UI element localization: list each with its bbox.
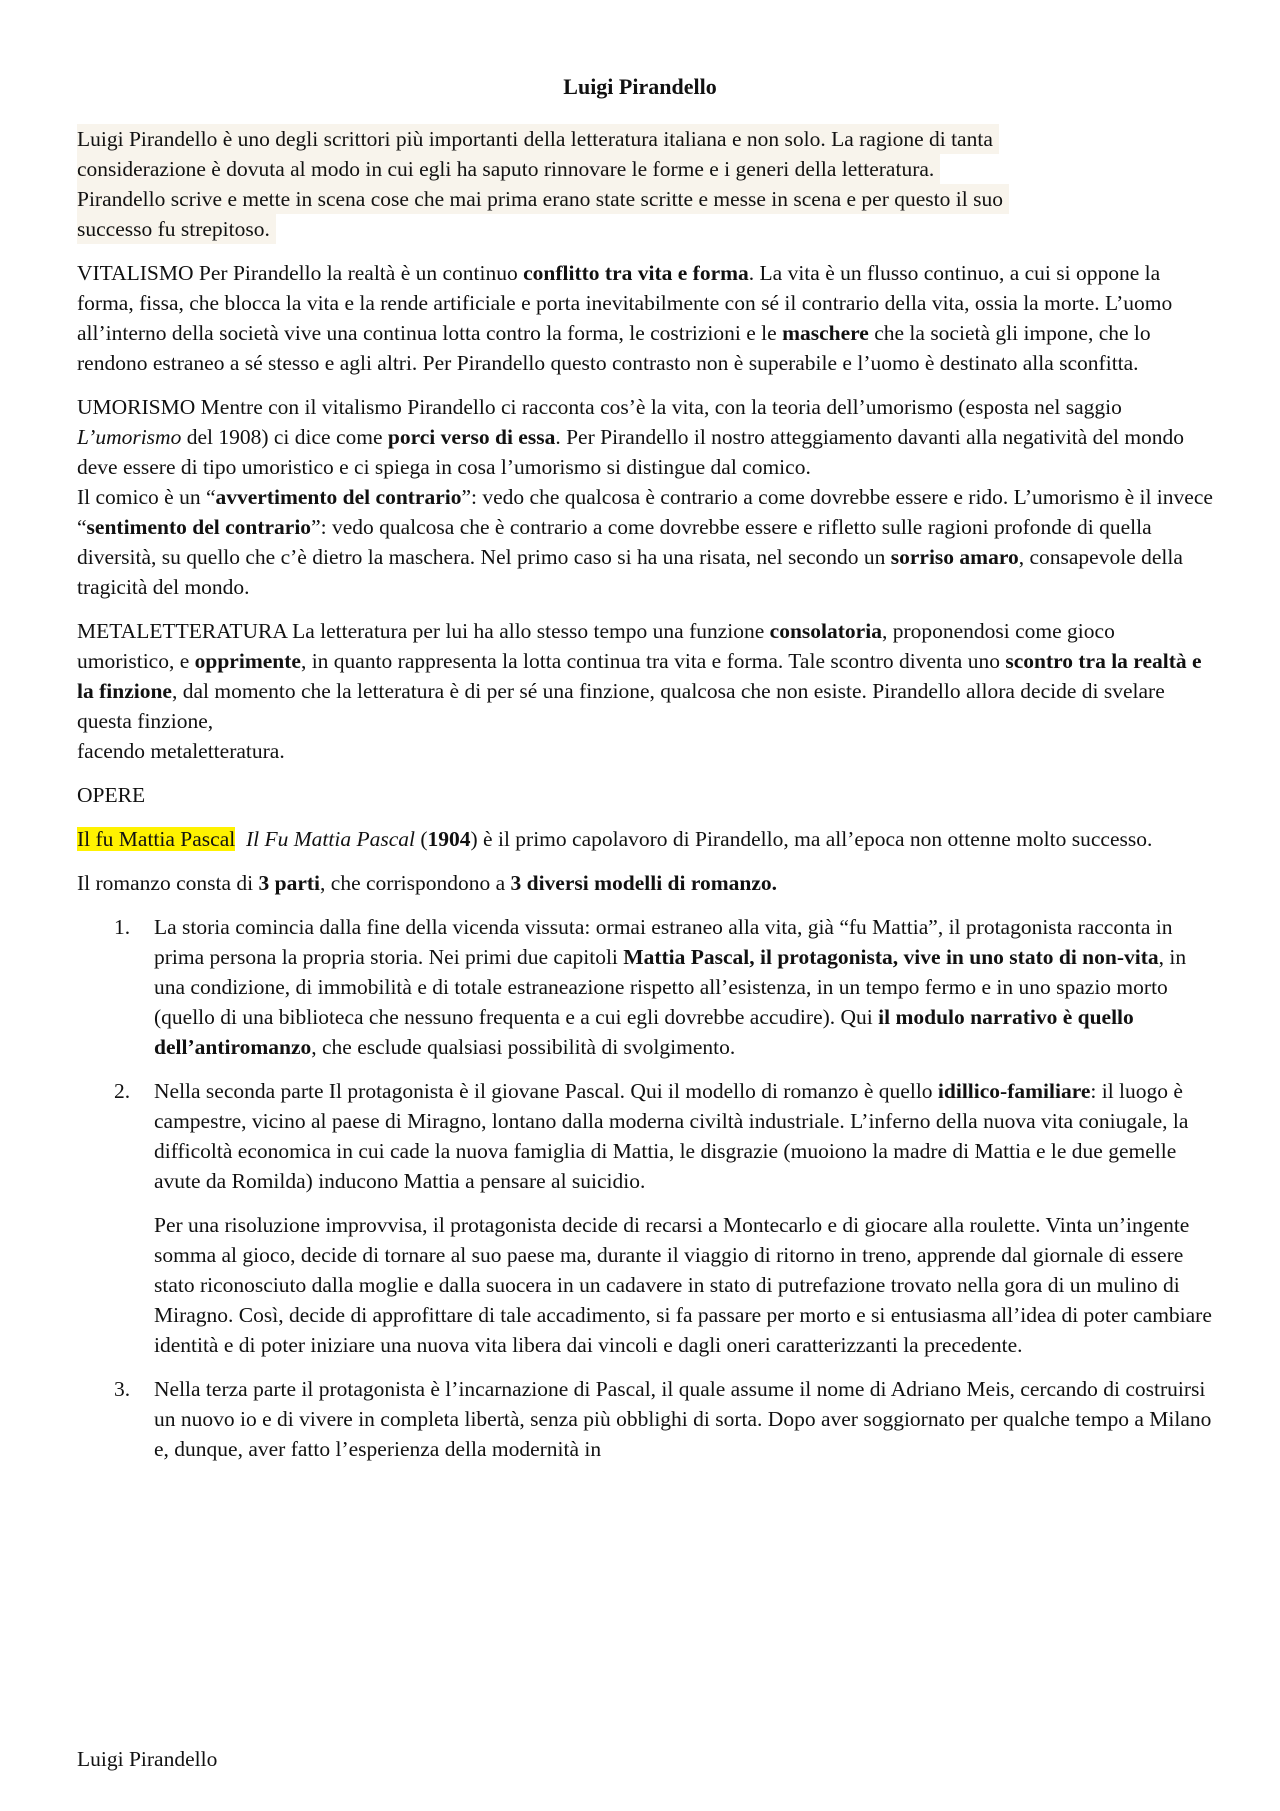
text-span: Nella terza parte il protagonista è l’incarnazione di Pascal, il quale assume il nome di Adriano Meis, cercando di costruirsi un nuovo io e di vivere in completa libertà, senza più obblighi di sorta. Dopo aver soggiornato per qualche tempo a Milano e, dunque, aver fatto l’esperienza della modernità in [154, 1377, 1212, 1461]
bold-span: sorriso amaro [890, 545, 1019, 569]
text-span: La letteratura per lui ha allo stesso tempo una funzione [286, 619, 770, 643]
list-item [77, 1076, 1217, 1360]
intro-line: successo fu strepitoso. [77, 214, 276, 244]
intro-paragraph [77, 124, 1217, 244]
text-span: . La vita è un flusso continuo, a cui si oppone la forma, fissa, che blocca la vita e la rende artificiale e porta inevitabilmente con sé il contrario della vita, ossia la morte. L’uomo all’interno della società vive una continua lotta contro la forma, le costrizioni e le [77, 261, 1173, 345]
metaletteratura-heading: METALETTERATURA [77, 619, 287, 643]
bold-span: conflitto tra vita e forma [523, 261, 749, 285]
intro-line: Luigi Pirandello è uno degli scrittori più importanti della letteratura italiana e non solo. La ragione di tanta [77, 124, 999, 154]
text-span: Nella seconda parte Il protagonista è il giovane Pascal. Qui il modello di romanzo è quello [154, 1079, 938, 1103]
text-span: : il luogo è campestre, vicino al paese di Miragno, lontano dalla moderna civiltà industriale. L’inferno della nuova vita coniugale, la difficoltà economica in cui cade la nuova famiglia di Mattia, le disgrazie (muoiono la madre di Mattia e le due gemelle avute da Romilda) inducono Mattia a pensare al suicidio. [154, 1079, 1189, 1193]
page-title: Luigi Pirandello [563, 74, 717, 99]
bold-span: maschere [782, 321, 869, 345]
text-span: , consapevole della tragicità del mondo. [77, 545, 1183, 599]
list-number: 3. [114, 1377, 131, 1401]
text-span: ”: vedo che qualcosa è contrario a come dovrebbe essere e rido. L’umorismo è il invece “ [77, 485, 1213, 539]
umorismo-heading: UMORISMO [77, 395, 196, 419]
text-span: facendo metaletteratura. [77, 739, 285, 763]
romanzo-paragraph [77, 868, 1217, 898]
italic-span: Il Fu Mattia Pascal [245, 827, 415, 851]
text-span: , che corrispondono a [320, 871, 511, 895]
bold-span: Mattia Pascal, il protagonista, vive in uno stato di non-vita [623, 945, 1159, 969]
list-number: 1. [114, 915, 131, 939]
bold-span: 3 parti [258, 871, 321, 895]
italic-span: L’umorismo [77, 425, 182, 449]
text-span: Per Pirandello la realtà è un continuo [193, 261, 524, 285]
bold-span: opprimente [194, 649, 301, 673]
text-span: , in una condizione, di immobilità e di totale estraneazione rispetto all’esistenza, in un tempo fermo e in uno spazio morto (quello di una biblioteca che nessuno frequenta e a cui egli dovrebbe accudire). Qui [154, 945, 1187, 1029]
vitalismo-heading: VITALISMO [77, 261, 194, 285]
document-body [77, 124, 1217, 1478]
bold-span: il modulo narrativo è quello dell’antiromanzo [154, 1005, 1134, 1059]
page-footer: Luigi Pirandello [77, 1747, 218, 1771]
text-span: ”: vedo qualcosa che è contrario a come dovrebbe essere e rifletto sulle ragioni profonde di quella diversità, su quello che c’è dietro la maschera. Nel primo caso si ha una risata, nel secondo un [77, 515, 1152, 569]
text-span: , in quanto rappresenta la lotta continua tra vita e forma. Tale scontro diventa uno [300, 649, 1006, 673]
text-span: Il romanzo consta di [77, 871, 259, 895]
parts-list [77, 912, 1217, 1464]
bold-span: avvertimento del contrario [215, 485, 462, 509]
text-span: ) è il primo capolavoro di Pirandello, ma all’epoca non ottenne molto successo. [470, 827, 1153, 851]
text-span: che la società gli impone, che lo rendono estraneo a sé stesso e agli altri. Per Pirandello questo contrasto non è superabile e l’uomo è destinato alla sconfitta. [77, 321, 1151, 375]
text-span: La storia comincia dalla fine della vicenda vissuta: ormai estraneo alla vita, già “fu Mattia”, il protagonista racconta in prima persona la propria storia. Nei primi due capitoli [154, 915, 1173, 969]
intro-line: considerazione è dovuta al modo in cui egli ha saputo rinnovare le forme e i generi della letteratura. [77, 154, 940, 184]
text-span: Il comico è un “ [77, 485, 216, 509]
text-span: , dal momento che la letteratura è di per sé una finzione, qualcosa che non esiste. Pirandello allora decide di svelare questa finzione, [77, 679, 1165, 733]
text-span: , che esclude qualsiasi possibilità di svolgimento. [311, 1035, 736, 1059]
list-number: 2. [114, 1079, 131, 1103]
umorismo-paragraph [77, 392, 1217, 602]
mattia-paragraph [77, 824, 1217, 854]
bold-span: idillico-familiare [937, 1079, 1091, 1103]
metaletteratura-paragraph [77, 616, 1217, 766]
bold-span: porci verso di essa [387, 425, 556, 449]
bold-span: 1904 [427, 827, 471, 851]
opere-heading: OPERE [77, 783, 146, 807]
text-span: ( [414, 827, 428, 851]
bold-span: consolatoria [769, 619, 882, 643]
list-item [77, 912, 1217, 1062]
mattia-highlight: Il fu Mattia Pascal [77, 827, 236, 851]
list-sub-paragraph: Per una risoluzione improvvisa, il protagonista decide di recarsi a Montecarlo e di giocare alla roulette. Vinta un’ingente somma al gioco, decide di tornare al suo paese ma, durante il viaggio di ritorno in treno, apprende dal giornale di essere stato riconosciuto dalla moglie e dalla suocera in un cadavere in stato di putrefazione trovato nella gora di un mulino di Miragno. Così, decide di approfittare di tale accadimento, si fa passare per morto e si entusiasma all’idea di poter cambiare identità e di poter iniziare una nuova vita libera dai vincoli e dagli oneri caratterizzanti la precedente. [154, 1213, 1212, 1357]
bold-span: sentimento del contrario [86, 515, 312, 539]
text-span: del 1908) ci dice come [181, 425, 388, 449]
bold-span: 3 diversi modelli di romanzo. [510, 871, 778, 895]
text-span: Mentre con il vitalismo Pirandello ci racconta cos’è la vita, con la teoria dell’umorismo (esposta nel saggio [195, 395, 1122, 419]
text-span: . Per Pirandello il nostro atteggiamento davanti alla negatività del mondo deve essere di tipo umoristico e ci spiega in cosa l’umorismo si distingue dal comico. [77, 425, 1185, 479]
list-item [77, 1374, 1217, 1464]
text-span: , proponendosi come gioco umoristico, e [77, 619, 1115, 673]
bold-span: scontro tra la realtà e la finzione [77, 649, 1202, 703]
vitalismo-paragraph [77, 258, 1217, 378]
intro-line: Pirandello scrive e mette in scena cose che mai prima erano state scritte e messe in scena e per questo il suo [77, 184, 1009, 214]
